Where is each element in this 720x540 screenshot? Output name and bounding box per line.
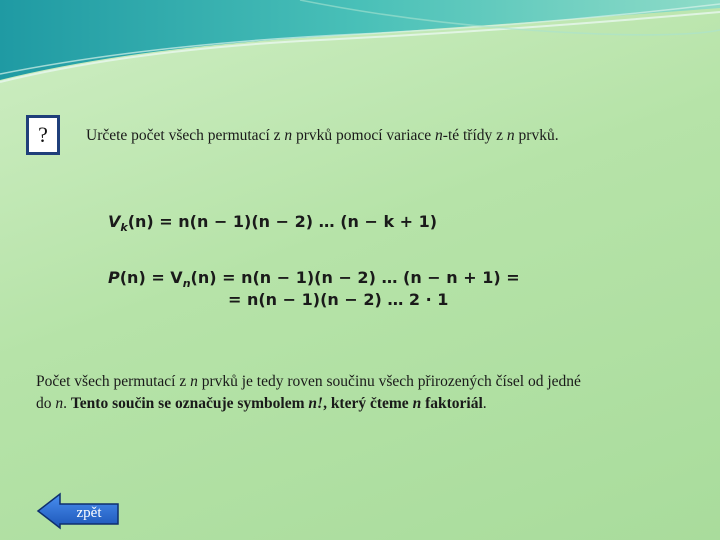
- task-var: n: [506, 127, 515, 144]
- question-mark-text: ?: [38, 122, 48, 147]
- formula-symbol: V: [108, 212, 121, 231]
- task-text-part: -té třídy z: [442, 127, 507, 144]
- question-mark-box: [26, 115, 60, 155]
- variation-formula: [108, 212, 437, 234]
- formula-subscript: n: [182, 277, 191, 290]
- paragraph-bold-text: Tento součin se označuje symbolem: [70, 395, 309, 412]
- task-var: n: [435, 127, 443, 144]
- paragraph-text: prvků je tedy roven součinu všech přirozených čísel od jedné: [197, 373, 581, 390]
- paragraph-text: do: [36, 395, 56, 412]
- paragraph-bold-text: faktoriál: [421, 395, 483, 412]
- task-text: [86, 126, 706, 146]
- paragraph-var: n: [190, 373, 198, 390]
- formula-body: (n) = n(n − 1)(n − 2) … (n − k + 1): [127, 212, 438, 231]
- back-button[interactable]: [36, 492, 120, 530]
- paragraph-var: n: [55, 395, 64, 412]
- formula-subscript: k: [120, 221, 128, 234]
- task-var: n: [284, 127, 293, 144]
- task-text-part: prvků pomocí variace: [292, 127, 436, 144]
- task-text-part: prvků.: [514, 127, 559, 144]
- formula-body: = n(n − 1)(n − 2) … 2 · 1: [228, 290, 449, 309]
- paragraph-text: .: [63, 395, 71, 412]
- paragraph-text: .: [482, 395, 487, 412]
- permutation-formula-continuation: [228, 290, 448, 309]
- paragraph-var: n: [412, 395, 422, 412]
- formula-body: (n) = V: [119, 268, 183, 287]
- explanation-paragraph: [36, 371, 696, 415]
- task-text-part: Určete počet všech permutací z: [86, 127, 285, 144]
- permutation-formula: [108, 268, 520, 290]
- header-wave-decoration: [0, 0, 720, 90]
- back-button-label: zpět: [76, 505, 102, 521]
- factorial-symbol: n!: [308, 395, 324, 412]
- paragraph-text: Počet všech permutací z: [36, 373, 191, 390]
- paragraph-line: [36, 393, 696, 415]
- formula-body: (n) = n(n − 1)(n − 2) … (n − n + 1) =: [190, 268, 520, 287]
- paragraph-line: [36, 371, 696, 393]
- formula-symbol: P: [108, 268, 120, 287]
- paragraph-bold-text: , který čteme: [323, 395, 413, 412]
